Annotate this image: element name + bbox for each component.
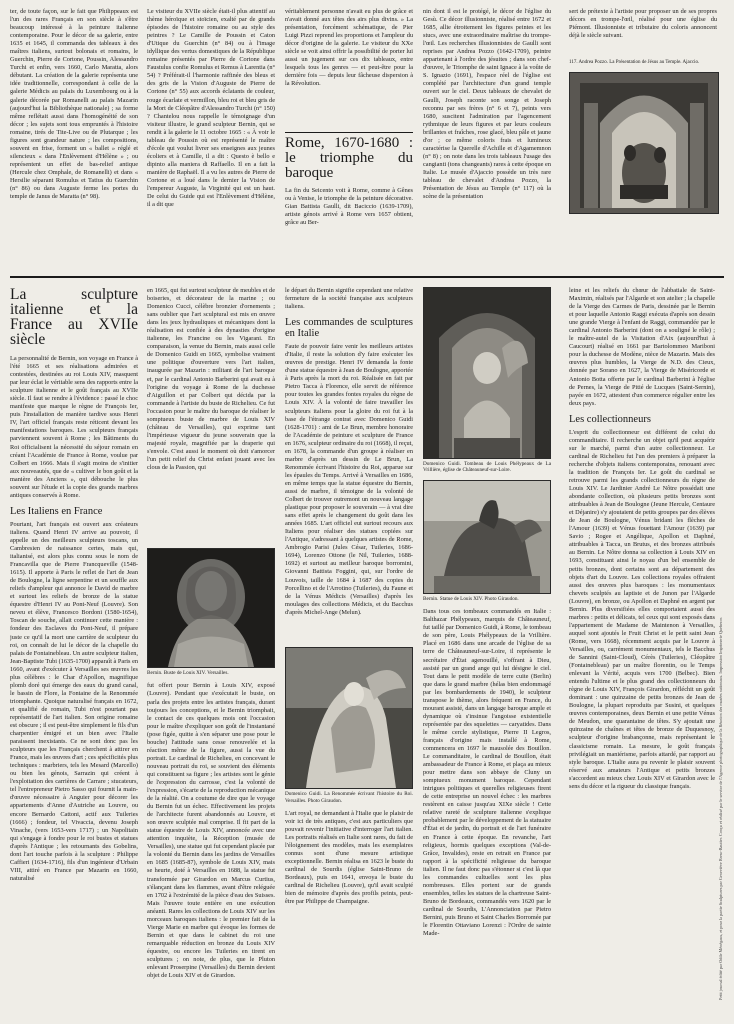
article-column-3 — [285, 287, 413, 1007]
article-column-5 — [569, 287, 715, 1007]
article-column-1 — [10, 287, 138, 1007]
article-col2b-text: fut offert pour Bernin à Louis XIV, exposé (Louvre). Pendant que s'exécutait le buste, on parla des projets entre les artistes français, durant toujours les conceptions, et le Bernin triomphait, le contact de ces quelques mois ont l'occasion pour le maître d'expliquer son goût de l'instantané (pose figée, quitte à s'en séparer une pose pour le bouche) l'attitude sans cesse renouvelée et la réaction même de la figure, aussi la vue du portrait. Le cardinal de Richelieu, en concevant le nouveau portrait du roi, se souvient des éléments qui constituent sa figure ; les artistes sont le génie de l'expression du carrosse, c'est la volonté de l'expression, s'écarte de la reproduction mécanique de la réalité. On a coutume de dire que le voyage du Bernin fut un échec. Effectivement les projets de l'architecte furent abandonnés au Louvre, et son œuvre sculptée mal comprise. Il fit part de la statue équestre de Louis XIV, annoncée avec une attention inquiète, la Réception (musée de Versailles), une statue qui fut cependant placée par la volonté du Bernin dans les jardins de Versailles en 1685 (1685-87), symbole de Louis XIV, mais se heurte, doté à Versailles en 1688, la statue fut transformée par Girardon en Marcus Curtius, s'élançant dans les flammes, avant d'être reléguée en 1702 à l'extrémité de la pièce d'eau des Suisses. Mais l'œuvre toute entière en une exécution anéanti. Rares les collections de Louis XIV sur les morceaux baroques italiens : le premier fait de la Vierge Marie en marbre qui évoque les formes de Bernin et que dans le cabinet du roi une remarquable réduction en bronze du Louis XIV équestre, ou encore les Tuileries en tirent en sculptures ; on note, de plus, que le Pluton enlevant Proserpine (Versailles) du Bernin devient objet de Louis XIV et de Girardon. — [147, 682, 275, 980]
top-column-4 — [423, 8, 551, 260]
section-divider — [10, 276, 724, 278]
bernini-bust-image — [147, 548, 275, 668]
guidi-caption: Domenico Guidi. La Renommée écrivant l'histoire du Roi. Versailles. Photo Giraudon. — [285, 791, 413, 804]
article-col4-text: Dans tous ces tombeaux commandés en Italie : Balthazar Phélypeaux, marquis de Châteauneuf, fut taillé par Domenico Guidi, à Rome, le tombeau de son père, Louis Phélypeaux de la Vrillière. Placé en 1686 dans une arcade de l'église de sa terre de Châteauneuf-sur-Loire, il représente le secrétaire d'État agenouillé, s'offrant à Dieu, assisté par un grand ange qui lui désigne le ciel. Tout dans le petit modèle de terre cuite (Berlin) que dans le grand marbre (hélas bien endommagé par les bombardements de 1940), le sculpteur transpose le thème, alors fréquent en France, du mourant assisté, dans un langage baroque ample et dynamique où s'insinue l'angoisse existentielle représentée par des squelettes — caryatides. Dans le même cercle stylistique, Pierre II Legros, français d'origine mais installé à Rome, commencera en 1697 le mausolée des Bouillon. Le commanditaire, le cardinal de Bouillon, était ambassadeur de France à Rome, et plaça au mieux pour mettre dans son abbaye de Cluny un somptueux monument baroque. Cependant intrigues politiques et querelles religieuses firent de cette entreprise un nouvel échec : les marbres restèrent en caisse jusqu'au XIXe siècle ! Cette relative rareté de sculpture italienne s'explique probablement par le développement de la statuaire d'État et de jardin, du portrait et de l'art funéraire en France à cette époque. En revanche, l'art religieux, hormis quelques exceptions (Val-de-Grâce, Invalides), reste en retrait en France par rapport à la spécificité religieuse du baroque italien. Il ne faut donc pas s'étonner si c'est là que les commandes cultuelles sont les plus nombreuses. Elles portent sur de grands ensembles, telles les statues de la chartreuse Saint-Bruno de Bordeaux, commandés vers 1620 par le cardinal de Sourdis, L'Annonciation par Pietro Bernini, puis Bruno et Saint Charles Borromée par le Florentin Ottaviano Lorenzi : l'Ordre de sainte Made- — [423, 608, 551, 938]
top-col3b-text: La fin du Seicento voit à Rome, comme à Gênes ou à Venise, le triomphe de la peinture décorative. Gian Battista Gaulli, dit Baciccio (1639-1709), artiste génois arrivé à Rome vers 1657 obtient, grâce au Ber- — [285, 187, 413, 227]
article-col5a-text: leine et les reliefs du chœur de l'abbatiale de Saint-Maximin, réalisés par l'Algarde et son atelier ; la chapelle de la Vierge des Carmes de Paris, dessinée par le Bernin et pour laquelle Antonio Raggi exécuta d'après son dessin une grande Vierge à l'enfant de Raggi, commandée par le cardinal Antonio Barberini (dont on a souligné le rôle) ; le maître-autel de la Visitation d'Aix (aujourd'hui à Caucourt) réalisé en 1661 par Bartolommeo Mariboni pour la duchesse de Modène, nièce de Mazarin. Mais des œuvres plus humbles, la Vierge de N.D. des Cieux, donnée par Sorano en 1627, la Vierge de Miséricorde et Antonio Botta offerte par le cardinal Barberini à l'église de Pernes, la Vierge de Pitié de Lucques (Saint-Sernin), payée en 1672, attestent d'un commerce régulier entre les deux pays. — [569, 287, 715, 407]
article-intro: La personnalité de Bernin, son voyage en France à l'été 1665 et ses réalisations admirées et contestées, destinées au roi Louis XIV, masquent par leur éclat le véritable sens des rapports entre la sculpture italienne et le goût français au XVIIe siècle. Il faut se rendre à l'évidence : passé le choc manifeste que marque le règne de François Ier, puis l'installation de manière tardive sous Henri IV, l'art officiel français reste réticent devant les manifestations baroques. Les sculpteurs français parviennent souvent à Rome ; les Bâtiments du Roi officialisent la nécessité du séjour romain en créant l'Académie de France à Rome, voulue par Colbert en 1666. Mais il s'agit moins de s'initier aux nouveautés, que de « cultiver le bon goût et la manière des Anciens », qui débouche le plus souvent sur l'étude et la copie des grands marbres antiques conservés à Rome. — [10, 355, 138, 499]
statue-caption: Bernin. Statue de Louis XIV. Photo Giraudon. — [423, 595, 519, 602]
pozzo-caption: 117. Andrea Pozzo. La Présentation de Jésus au Temple. Ajaccio. — [569, 60, 700, 65]
tomb-image — [423, 287, 551, 459]
top-col1-text: ter, de toute façon, sur le fait que Philippeaux est l'un des rares Français en son siècle à s'être beaucoup intéressé à la peinture italienne contemporaine. Pour le décor de sa galerie, entre 1635 et 1645, il commanda des tableaux à des maîtres italiens, surtout bolonais et romains, le Guerchin, Pierre de Cortone, Poussin, Alessandro Turchi et enfin, vers 1660, Carlo Maratta, alors débutant. La création de la galerie représenta une idée traditionnelle, correspondant à celle de la galerie Médicis au palais du Luxembourg ou à la galerie décorée par Romanelli au palais Mazarin (aujourd'hui la Bibliothèque nationale) ; sa forme même reflétait aussi dans l'homogénéité de son décor ; les sujets sont tous empruntés à l'histoire romaine, tirés de Tite-Live ou de Plutarque ; les figures sont grandeur nature ; les compositions, souvent en frise, forment un « ballet » réglé et silencieux « dans l'Enlèvement d'Hélène » ; ou représentent un effet de bas-relief antique (Hercule chez Omphale, de Romanelli) et dans « Hersilie séparant Romulus et Tatius du Guerchin (n° 86) ou dans Auguste ferme les portes du temple de Janus de Maratta (n° 98). — [10, 8, 138, 201]
top-column-5 — [569, 8, 717, 58]
top-column-1 — [10, 8, 138, 260]
top-col4-text: nin dont il est le protégé, le décor de l'église du Gesù. Ce décor illusionniste, réalisé entre 1672 et 1685, allie étroitement les figures peintes et les stucs, avec une extraordinaire maîtrise du trompe-l'œil. Les recherches illusionnistes de Gaulli sont reprises par Andrea Pozzo (1642-1709), peintre appartenant à l'ordre des jésuites ; dans son chef-d'œuvre, le Triomphe de saint Ignace à la voûte de S. Ignazio (1691), l'espace réel de l'église est complété par l'architecture d'un grand temple ouvert sur le ciel. Deux tableaux de chevalet de Gaulli, Joseph raconte son songe et Joseph reconnu par ses frères (n° 6 et 7), peints vers 1680, suscitent l'admiration par l'agencement rythmique de leurs figures et par leurs couleurs brillantes et fraîches, rose glacé, bleu pâle et jaune d'or ; ce même coloris frais et lumineux caractérise la Querelle d'Achille et d'Agamemnon (n° 8) ; on note dans les trois tableaux l'usage des cangianti (tons changeants) rares à cette époque en Italie. Le musée d'Ajaccio possède un très rare tableau de chevalet d'Andrea Pozzo, la Présentation de Jésus au Temple (n° 117) où la scène de la présentation — [423, 8, 551, 201]
article-col2a-text: en 1665, qui fut surtout sculpteur de meubles et de boiseries, et décorateur de la marine ; ou Domenico Cucci, célèbre bronzier d'ornements ; sans oublier que l'art sculptural est mis en œuvre dans les jeux hydrauliques et mécaniques dont la réalisation est confiée à des dynasties d'origine italienne, les Francine ou les Vigarani. En comparaison, la venue du Bernin, mais aussi celle de Domenico Guidi en 1665, symbolise vraiment une politique d'ouverture vers l'art italien, inaugurée par Mazarin : militant de l'art baroque et, par le cardinal Antonio Barberini qui avait eu à l'origine du voyage à Rome de la duchesse d'Aiguillon et par Colbert qui décida par la commande à l'artiste du buste de Richelieu. Ce fut l'occasion pour le maître du baroque de réaliser le somptueux buste de marbre de Louis XIV (château de Versailles), qui exprime tant l'impérieuse vigueur du jeune souverain que la majesté royale, magnifiée par la draperie qui s'envole. C'est aussi le moment où doit s'amorcer l'un petit relief du Christ enfant jouant avec les clous de la Passion, qui — [147, 287, 275, 472]
guidi-renommee-image — [285, 647, 413, 789]
collectionneurs-heading: Les collectionneurs — [569, 413, 651, 425]
article-column-4 — [423, 287, 551, 1007]
italiens-heading: Les Italiens en France — [10, 505, 103, 517]
article-col3b-text: Faute de pouvoir faire venir les meilleurs artistes d'Italie, il reste la solution d'y faire exécuter les œuvres de prestige. Henri IV demanda la fonte d'une statue équestre à Jean de Boulogne, apportée à Paris après la mort du roi. Réalisée en fait par Pietro Tacca à Florence, elle servit de référence pour toutes les grandes fontes royales du règne de Louis XIV. À la volonté de faire travailler les sculpteurs italiens pour la gloire du roi fut à la base de l'étrange contrat avec Domenico Guidi (1628-1701) : ami de Le Brun, membre honoraire de l'Académie de peinture et sculpture de France en 1676, sculpteur ordinaire du roi (1668), il reçut, en 1678, la commande d'un groupe à réaliser en marbre d'après un dessin de Le Brun, La Renommée écrivant l'histoire du Roi, apparue sur les épaules du Temps. Arrivé à Versailles en 1686, en même temps que la statue équestre du Bernin, aussi de marbre, il témoigne de la volonté de Colbert de trouver outremont un nouveau langage plastique pour proposer le souverain — à vrai dire sans effet après le changement du goût dans les années 1685. L'art officiel eut surtout recours aux Italiens pour réaliser des statues copiées sur l'Antique, s'adressant à quelques artistes de Rome, Ambrogio Parisi (Jules César, Tuileries, 1686-1694), Lorenzo Ottone (le Nil, Tuileries, 1688-1692) et surtout au meilleur baroque borromini, Giovanni Battista Foggini, qui, sur l'ordre de Louvois, taille de 1684 à 1687 des copies du Porcellino et de l'Arrotino (Tuileries), du Faune et de la Vénus Médicis (Versailles) d'après les moulages des collections Médicis, et du Bacchus d'après Michel-Ange (Melun). — [285, 343, 413, 616]
top-column-3 — [285, 8, 413, 260]
article-col3a-text: le départ du Bernin signifie cependant une relative fermeture de la société française aux sculpteurs italiens. — [285, 287, 413, 311]
article-col5b-text: L'esprit du collectionneur est différent de celui du commanditaire. Il recherche un objet qu'il peut acquérir sur le marché, parmi d'un autre collectionneur. Le cardinal de Richelieu fut l'un des premiers à préparer la recherche d'objets italiens contemporains, renouant avec la tradition de François Ier. Le goût du cardinal se retrouve parmi les grands collectionneurs du règne de Louis XIV. Le Jardinier André Le Nôtre possédait une abondante collection, où plusieurs petits bronzes sont attribuables à Jean de Boulogne (Jeune Hercule, Centaure et Déjanire) s'y ajoutaient de petits groupes par des élèves de Jean de Boulogne, Vénus bridant les flèches de l'Amour (1639) et Vénus fouettant l'Amour (1639) par Savio ; Rogee et Angélique, Apollon et Daphné, attribuables à Tacca, un Brutus, et des bronzes attribués au Bernin. Le Nôtre donna sa collection à Louis XIV en 1693, constituant ainsi le noyau d'un bel ensemble de petits bronzes, dont certains sont au département des objets d'art du Louvre. Les collections royales offraient aussi des œuvres plus baroques : les monumentaux chevets sculptés au laptiste et de Junon par l'Algarde (Louvre), en bronze, ou Apollon et Daphné en argent par Bernin. Plus diversifiées elles comportaient aussi des marbres : petits et délicats, tel ceux qui sont exposés dans l'appartement de Madame de Maintenon à Versailles, auquel sont ajoutés le Fruit Christ et le petit saint Jean (Rome, vers 1668), récemment acquis par le Louvre à Versailles, ou, carrément monumentaux, tels le Bacchus de Sannini (Saint-Cloud), Cérès (Tuileries), Cléopâtre (Fontainebleau) par un maître florentin, ou le Temps enlevant la Vérité, acquis vers 1700 (Belbec). Bien entendu l'ultime et le plus grand des collectionneurs du règne de Louis XIV, François Girardon, réfléchit un goût dominant : une quinzaine de petits bronzes de Jean de Boulogne, la plupart reproduits par Susini, et quelques œuvres contemporaines, deux Bernin et une petite Vénus de Meudon, une quarantaine de têtes. S'y ajoutait une quinzaine de chaînes et têtes de bronze de Duquesnoy, sculpteur d'origine brabançonne, mais représentant le classicisme romain. La mesure, le goût français privilégiait un maniérisme, parfois attardé, par rapport au style baroque. L'Italie aura pu revenir le plaisir souvent réservé aux amateurs l'Antique et petits bronzes s'accordent au mieux chez Louis XIV et Girardon avec le sens du décor et la rigueur du classique français. — [569, 428, 715, 790]
top-column-2 — [147, 8, 275, 260]
article-column-2 — [147, 287, 275, 1007]
top-col5-text: sert de prétexte à l'artiste pour proposer un de ses propres décors en trompe-l'œil, réalisé pour une église du Piémont. Illusionniste et tributaire du coloris annoncent déjà le siècle suivant. — [569, 8, 717, 40]
article-col1-text: Pourtant, l'art français est ouvert aux créateurs italiens. Quand Henri IV arrive au pouvoir, il appelle un des meilleurs sculpteurs toscans, un Cambresien de naissance certes, mais qui, italianisé, est alors plus connu sous le nom de Francavilla que de Pierre Francqueville (1548-1615). Il apporte à Paris le reflet de l'art de Jean de Boulogne, la ligne serpentine et un souffle aux reliefs d'ampleur qui annonce le David de marbre et surtout les reliefs de bronze de la statue équestre d'Henri IV au Pont-Neuf (Louvre). Son neveu et élève, Francesco Bordoni (1580-1654), Toscan de souche, allait continuer cette manière : fondeur des Esclaves du Pont-Neuf, il prépare juste ce qu'il la mort une carrière de sculpteur du roi, on connaît de lui le décor de la chapelle du palais de Fontainebleau. Un autre sculpteur italien, Jean-Baptiste Tubi (1635-1700) apparaît à Paris en 1660, avant d'exécuter à Versailles ses œuvres les plus célèbres : le Char d'Apollon, magnifique plomb doré qui émerge des eaux du grand canal, le bassin de Flore, la Fontaine de la Renommée triomphante. Quoique naturalisé français en 1672, et qualifié de romain, Tubi n'est pourtant pas représentatif de l'art italien. Son origine romaine est obscure ; il est peut-être simplement le fils d'un charpentier émigré et un bien avec l'Italie paraissent inexistants. Ce ne sont donc pas les sculpteurs que les Français cherchent à attirer en France, mais les œuvres d'art ; ces spécificités plus techniques : marbriers, tels les Mesard (Marcello) ou bien les génois, Sarrazin qui créent à l'exploitation des carrières de Carrare ; stucateurs, tel l'entrepreneur Pietro Sasso qui fournit la main-d'œuvre nécessaire à Anguier pour décorer les appartements d'Anne d'Autriche au Louvre, ou encore Bernardo Cattoni, actif aux Tuileries (1666) ; fondeur, tel Vivaccia, devenu Joseph Vinache, (vers 1653-vers 1717) ; un Napolitain qui s'engage à fondre pour le roi bustes et statues d'après l'Antique ; les retournants des Gobelins, dont l'art touche parfois à la sculpture : Philippe Caffieri (1634-1716), fils d'un ingénieur d'Urbain VIII, attiré en France par Mazarin en 1660, naturalisé — [10, 520, 138, 882]
rome-heading: Rome, 1670-1680 : le triomphe du baroque — [285, 135, 413, 181]
tomb-caption: Domenico Guidi. Tombeau de Louis Phélypeaux de La Vrillière, église de Châteauneuf-sur-Loire. — [423, 461, 551, 474]
top-col3a-text: véritablement personne n'avait eu plus de grâce et n'avait donné aux têtes des airs plus divins. » La présentation, forcément schématique, de Pier Luigi Pizzi reprend les proportions et l'ampleur du décor d'origine de la galerie. Le visiteur du XXe siècle se voit ainsi offrir la possibilité de porter lui aussi un jugement sur ces dix tableaux, entre lesquels tous les genres — et peut-être pour la dernière fois — depuis leur fâcheuse dispersion à la Révolution. — [285, 8, 413, 88]
pozzo-painting-image — [569, 72, 719, 214]
heading-rule — [285, 132, 413, 133]
article-col3c-text: L'art royal, ne demandant à l'Italie que le plaisir de voir ici de très antiques, c'est aux particuliers que pouvait revenir l'initiative d'interroger l'art italien. Les portraits réalisés en Italie sont rares, du fait de l'éloignement des modèles, mais les exemplaires connus sont d'une mesure artistique exceptionnelle. Bernin réalisa en 1623 le buste du cardinal de Sourdis (église Saint-Bruno de Bordeaux), puis en 1641, envoya le buste du cardinal de Richelieu (Louvre), qu'il avait sculpté bien de mémoire d'après des profils peints, peut-être par Philippe de Champaigne. — [285, 809, 413, 906]
top-col2-text: Le visiteur du XVIIe siècle était-il plus attentif au thème héroïque et stoïcien, exalté par de grands épisodes de l'histoire romaine ou au style des peintres ? Le Camille de Poussin et Caton d'Utique du Guerchin (n° 84) ou à l'image idyllique des vertus domestiques de la République romaine présentés par Pierre de Cortone dans Faustulus confie Romulus et Remus à Larentia (n° 54) ? Préférait-il l'harmonie raffinée des bleus et des gris de la Vision d'Auguste de Pierre de Cortone (n° 55) aux accords éclatants de couleur, rouge écarlate et vermillon, bleu roi et bleu gris de la Mort de Cléopâtre d'Alessandro Turchi (n° 150) ? Chantelou nous rappelle le témoignage d'un visiteur illustre, le grand sculpteur Bernin, qui se rendit à la galerie le 11 octobre 1665 : « À voir le tableau de Poussin où est représenté le maître d'école qui voulut livrer ses enseignes aux jeunes écoliers et à Camille, il a dit : Questo è bello e dipinto alla maniera di Raffaello. Il en a fait la manière de Raphaël. Il a vu les autres de Pierre de Cortone et a loué dans le dernier la Vision de l'empereur Auguste, la Virginité qui est un haut. De celui du Guide qui est l'Enlèvement d'Hélène, il a dit que — [147, 8, 275, 209]
bust-caption: Bernin. Buste de Louis XIV. Versailles. — [147, 670, 229, 676]
article-title: La sculpture italienne et la France au XVIIe siècle — [10, 287, 138, 348]
side-credits: Petit journal édité par Odile Ménégaux, et pour la partie Sculptures par Geneviève Bresc-Bautier. Conçu et réalisé par le service de l'Agence photographique de la Réunion des musées nationaux. Impression Imprimerie Quebecor. — [718, 617, 723, 1000]
commandes-heading: Les commandes de sculptures en Italie — [285, 317, 413, 340]
equestrian-statue-image — [423, 480, 551, 594]
